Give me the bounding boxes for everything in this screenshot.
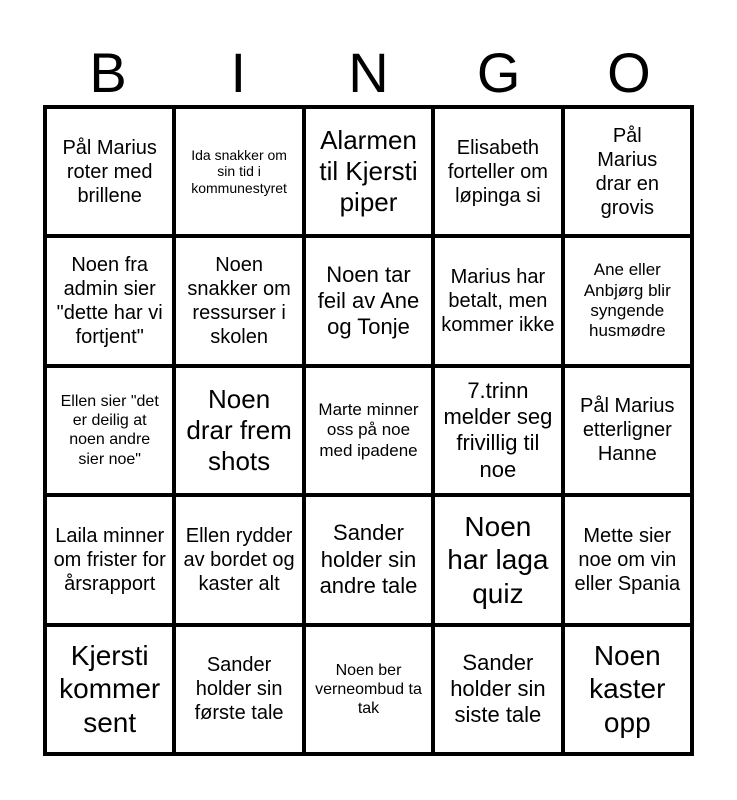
cell-text: Kjersti kommer sent xyxy=(59,639,161,739)
header-letter-b: B xyxy=(89,41,127,104)
bingo-cell[interactable] xyxy=(304,236,433,365)
cell-text: Ellen sier "det er deilig at noen andre sier noe" xyxy=(60,393,159,468)
bingo-cell[interactable] xyxy=(433,236,562,365)
bingo-cell[interactable] xyxy=(563,625,692,754)
bingo-cell[interactable] xyxy=(563,366,692,495)
bingo-cell[interactable] xyxy=(45,495,174,624)
cell-text: Ane eller Anbjørg blir syngende husmødre xyxy=(583,260,671,341)
bingo-header xyxy=(43,42,694,104)
cell-text: Noen tar feil av Ane og Tonje xyxy=(317,261,420,340)
cell-text: Sander holder sin siste tale xyxy=(450,649,546,728)
cell-text: Pål Marius etterligner Hanne xyxy=(580,395,675,466)
cell-text: Laila minner om frister for årsrapport xyxy=(53,524,166,595)
bingo-cell[interactable] xyxy=(45,366,174,495)
bingo-cell[interactable] xyxy=(304,495,433,624)
cell-text: Noen drar frem shots xyxy=(186,383,292,477)
bingo-cell[interactable] xyxy=(45,625,174,754)
cell-text: Noen kaster opp xyxy=(589,639,666,739)
cell-text: Mette sier noe om vin eller Spania xyxy=(574,524,681,595)
header-letter-i: I xyxy=(230,41,247,104)
bingo-cell[interactable] xyxy=(433,107,562,236)
cell-text: Ida snakker om sin tid i kommunestyret xyxy=(191,146,287,197)
cell-text: Sander holder sin første tale xyxy=(194,654,284,725)
header-letter-o: O xyxy=(607,41,651,104)
bingo-cell[interactable] xyxy=(174,495,303,624)
bingo-cell[interactable] xyxy=(174,107,303,236)
cell-text: Sander holder sin andre tale xyxy=(319,520,418,599)
bingo-cell[interactable] xyxy=(433,366,562,495)
cell-text: Pål Marius drar en grovis xyxy=(595,124,659,219)
bingo-cell[interactable] xyxy=(563,107,692,236)
cell-text: Noen har laga quiz xyxy=(447,510,549,609)
bingo-cell[interactable] xyxy=(433,625,562,754)
bingo-cell[interactable] xyxy=(563,495,692,624)
bingo-cell[interactable] xyxy=(174,236,303,365)
bingo-cell[interactable] xyxy=(45,107,174,236)
bingo-cell[interactable] xyxy=(304,366,433,495)
cell-text: Noen snakker om ressurser i skolen xyxy=(187,254,291,349)
bingo-board xyxy=(43,105,694,756)
bingo-cell[interactable] xyxy=(304,625,433,754)
bingo-cell[interactable] xyxy=(174,366,303,495)
bingo-cell[interactable] xyxy=(304,107,433,236)
header-letter-g: G xyxy=(476,41,521,104)
cell-text: Marius har betalt, men kommer ikke xyxy=(441,266,555,337)
cell-text: Ellen rydder av bordet og kaster alt xyxy=(183,524,295,595)
header-letter-n: N xyxy=(348,41,389,104)
cell-text: Noen fra admin sier "dette har vi fortjent" xyxy=(56,254,163,349)
cell-text: Marte minner oss på noe med ipadene xyxy=(318,399,419,460)
bingo-cell[interactable] xyxy=(563,236,692,365)
cell-text: Noen ber verneombud ta tak xyxy=(315,661,422,717)
cell-text: Pål Marius roter med brillene xyxy=(62,136,157,207)
bingo-cell[interactable] xyxy=(433,495,562,624)
cell-text: Alarmen til Kjersti piper xyxy=(319,124,418,218)
cell-text: Elisabeth forteller om løpinga si xyxy=(447,136,548,207)
bingo-cell[interactable] xyxy=(45,236,174,365)
cell-text: 7.trinn melder seg frivillig til noe xyxy=(443,377,553,482)
bingo-cell[interactable] xyxy=(174,625,303,754)
